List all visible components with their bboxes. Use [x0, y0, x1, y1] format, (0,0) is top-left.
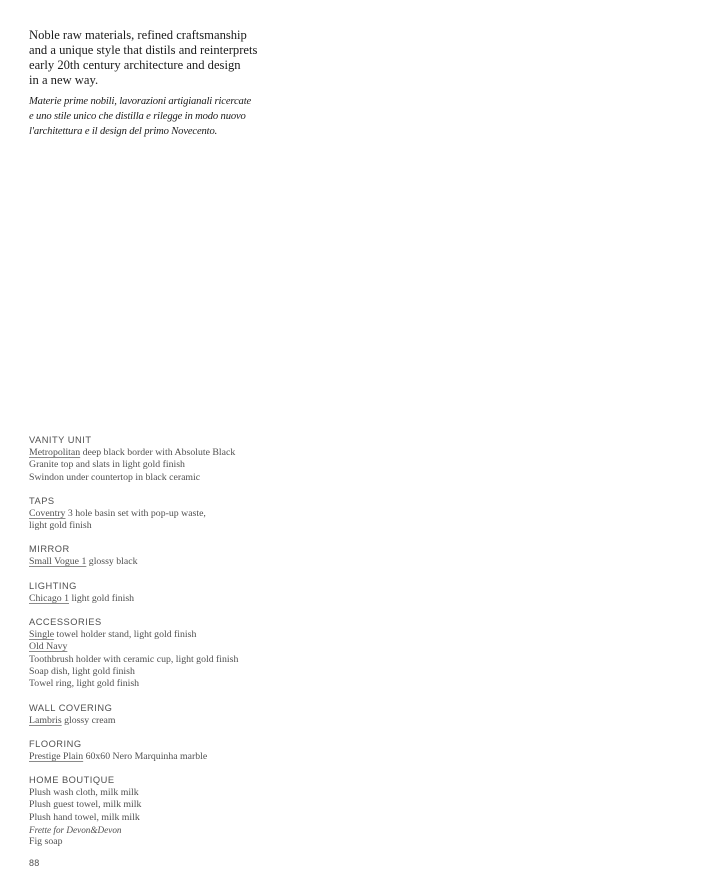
section-flooring — [29, 738, 329, 763]
product-link[interactable]: Single — [29, 629, 55, 641]
spec-line — [29, 520, 329, 532]
spec-line — [29, 459, 329, 471]
spec-line — [29, 447, 329, 459]
product-link[interactable]: Coventry — [29, 507, 66, 519]
section-title: LIGHTING — [29, 580, 77, 591]
product-link[interactable]: Metropolitan — [29, 447, 81, 458]
spec-line — [29, 836, 329, 848]
spec-line — [29, 666, 329, 678]
spec-line — [29, 654, 329, 666]
product-link[interactable]: Lambris — [29, 714, 62, 726]
spec-line — [29, 593, 329, 605]
intro-italian: Materie prime nobili, lavorazioni artigianali ricercate e uno stile unico che distilla e rilegge in modo nuovo l'architettura e il design del primo Novecento. — [29, 96, 252, 137]
section-title: HOME BOUTIQUE — [29, 775, 115, 786]
spec-text: Frette for Devon&Devon — [29, 825, 122, 836]
spec-line — [29, 715, 329, 727]
product-link[interactable]: Chicago 1 — [29, 592, 69, 604]
spec-text: Fig soap — [29, 836, 63, 848]
spec-line — [29, 751, 329, 763]
spec-line — [29, 556, 329, 568]
spec-line — [29, 629, 329, 641]
page-number: 88 — [29, 858, 40, 868]
spec-text: 3 hole basin set with pop-up waste, — [65, 507, 206, 519]
intro-english: Noble raw materials, refined craftsmanship and a unique style that distils and reinterprets early 20th century architecture and design in a new way. — [29, 28, 258, 87]
section-title: VANITY UNIT — [29, 435, 92, 445]
section-title: MIRROR — [29, 544, 70, 555]
spec-text: Plush hand towel, milk milk — [29, 811, 140, 823]
section-title: WALL COVERING — [29, 702, 113, 713]
product-specs — [29, 434, 329, 860]
section-lighting — [29, 580, 329, 605]
section-wall-covering — [29, 702, 329, 727]
section-title: FLOORING — [29, 738, 82, 749]
product-link[interactable]: Prestige Plain — [29, 750, 84, 762]
product-link[interactable]: Small Vogue 1 — [29, 556, 87, 568]
spec-line — [29, 787, 329, 799]
spec-line — [29, 799, 329, 811]
section-home-boutique — [29, 774, 329, 848]
spec-text: light gold finish — [69, 592, 135, 604]
section-mirror — [29, 543, 329, 568]
spec-line — [29, 678, 329, 690]
spec-text: 60x60 Nero Marquinha marble — [83, 750, 208, 762]
intro-block — [29, 28, 289, 139]
spec-line — [29, 508, 329, 520]
spec-line — [29, 641, 329, 653]
spec-text: Towel ring, light gold finish — [29, 678, 140, 690]
spec-text: deep black border with Absolute Black — [80, 447, 236, 458]
spec-text: glossy cream — [61, 714, 116, 726]
spec-text: glossy black — [86, 556, 138, 568]
spec-line-brand — [29, 824, 329, 836]
spec-line — [29, 472, 329, 484]
spec-text: Granite top and slats in light gold finish — [29, 459, 185, 471]
spec-text: Plush guest towel, milk milk — [29, 799, 142, 811]
spec-text: Swindon under countertop in black ceramic — [29, 471, 201, 483]
section-title: ACCESSORIES — [29, 617, 102, 628]
section-taps — [29, 495, 329, 533]
spec-text: light gold finish — [29, 520, 92, 532]
product-link[interactable]: Old Navy — [29, 641, 68, 653]
spec-text: Plush wash cloth, milk milk — [29, 787, 139, 799]
section-title: TAPS — [29, 495, 55, 506]
spec-text: Soap dish, light gold finish — [29, 665, 135, 677]
section-vanity-unit — [29, 434, 329, 484]
spec-line — [29, 812, 329, 824]
section-accessories — [29, 616, 329, 690]
spec-text: Toothbrush holder with ceramic cup, light gold finish — [29, 653, 239, 665]
spec-text: towel holder stand, light gold finish — [54, 629, 197, 641]
